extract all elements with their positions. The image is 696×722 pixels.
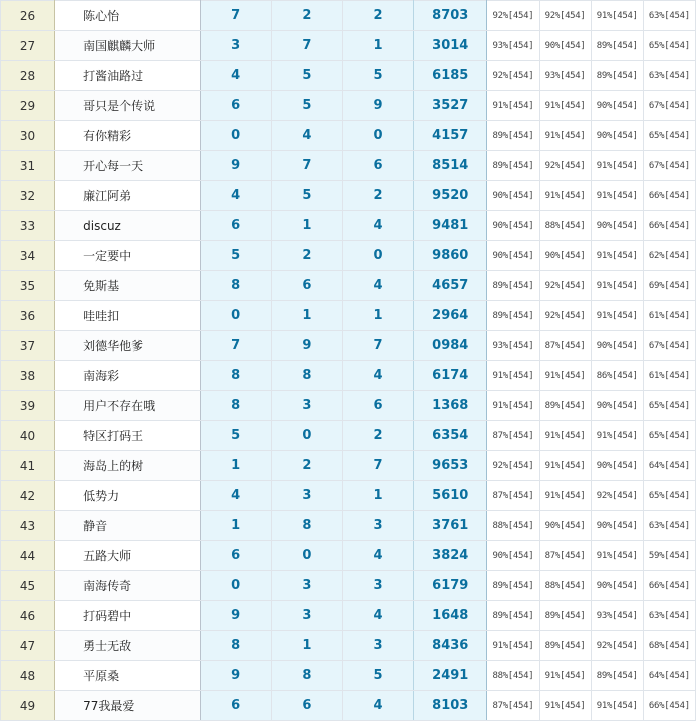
rank-cell: 43 bbox=[1, 511, 55, 541]
rank-cell: 31 bbox=[1, 151, 55, 181]
rank-cell: 48 bbox=[1, 661, 55, 691]
rate-1-cell: 92%[454] bbox=[487, 1, 539, 31]
combined-number-cell: 1648 bbox=[414, 601, 487, 631]
number-3-cell: 0 bbox=[342, 241, 413, 271]
rate-2-cell: 91%[454] bbox=[539, 691, 591, 721]
table-row bbox=[1, 361, 696, 391]
number-1-cell: 4 bbox=[200, 61, 271, 91]
rate-4-cell: 66%[454] bbox=[643, 691, 695, 721]
combined-number-cell: 9653 bbox=[414, 451, 487, 481]
number-1-cell: 7 bbox=[200, 331, 271, 361]
table-row bbox=[1, 691, 696, 721]
rate-2-cell: 91%[454] bbox=[539, 181, 591, 211]
number-3-cell: 1 bbox=[342, 481, 413, 511]
rank-cell: 29 bbox=[1, 91, 55, 121]
number-3-cell: 7 bbox=[342, 451, 413, 481]
number-3-cell: 4 bbox=[342, 601, 413, 631]
rank-cell: 49 bbox=[1, 691, 55, 721]
table-row bbox=[1, 121, 696, 151]
rate-2-cell: 88%[454] bbox=[539, 571, 591, 601]
rank-cell: 47 bbox=[1, 631, 55, 661]
table-row bbox=[1, 301, 696, 331]
rank-cell: 30 bbox=[1, 121, 55, 151]
rate-4-cell: 63%[454] bbox=[643, 511, 695, 541]
username-cell: 哇哇扣 bbox=[55, 301, 200, 331]
number-3-cell: 3 bbox=[342, 631, 413, 661]
number-1-cell: 7 bbox=[200, 1, 271, 31]
combined-number-cell: 8436 bbox=[414, 631, 487, 661]
rate-3-cell: 91%[454] bbox=[591, 241, 643, 271]
rate-4-cell: 65%[454] bbox=[643, 391, 695, 421]
rate-3-cell: 89%[454] bbox=[591, 31, 643, 61]
combined-number-cell: 8703 bbox=[414, 1, 487, 31]
rate-4-cell: 63%[454] bbox=[643, 601, 695, 631]
number-2-cell: 7 bbox=[271, 31, 342, 61]
rate-3-cell: 89%[454] bbox=[591, 61, 643, 91]
number-2-cell: 5 bbox=[271, 91, 342, 121]
rate-2-cell: 92%[454] bbox=[539, 301, 591, 331]
rate-2-cell: 87%[454] bbox=[539, 331, 591, 361]
number-2-cell: 1 bbox=[271, 211, 342, 241]
rate-3-cell: 91%[454] bbox=[591, 691, 643, 721]
number-3-cell: 9 bbox=[342, 91, 413, 121]
number-1-cell: 4 bbox=[200, 481, 271, 511]
username-cell: discuz bbox=[55, 211, 200, 241]
rate-4-cell: 65%[454] bbox=[643, 481, 695, 511]
table-row bbox=[1, 511, 696, 541]
number-2-cell: 2 bbox=[271, 1, 342, 31]
table-row bbox=[1, 571, 696, 601]
number-2-cell: 3 bbox=[271, 571, 342, 601]
rank-cell: 44 bbox=[1, 541, 55, 571]
number-3-cell: 2 bbox=[342, 181, 413, 211]
number-2-cell: 1 bbox=[271, 631, 342, 661]
rate-3-cell: 90%[454] bbox=[591, 571, 643, 601]
rank-cell: 38 bbox=[1, 361, 55, 391]
rate-1-cell: 91%[454] bbox=[487, 391, 539, 421]
rate-1-cell: 91%[454] bbox=[487, 631, 539, 661]
number-2-cell: 2 bbox=[271, 451, 342, 481]
number-1-cell: 8 bbox=[200, 271, 271, 301]
number-2-cell: 6 bbox=[271, 691, 342, 721]
rate-3-cell: 90%[454] bbox=[591, 391, 643, 421]
number-1-cell: 8 bbox=[200, 391, 271, 421]
username-cell: 特区打码王 bbox=[55, 421, 200, 451]
rate-3-cell: 92%[454] bbox=[591, 481, 643, 511]
username-cell: 一定要中 bbox=[55, 241, 200, 271]
username-cell: 开心每一天 bbox=[55, 151, 200, 181]
rate-1-cell: 89%[454] bbox=[487, 151, 539, 181]
table-row bbox=[1, 271, 696, 301]
table-row bbox=[1, 331, 696, 361]
rate-3-cell: 90%[454] bbox=[591, 121, 643, 151]
rate-1-cell: 91%[454] bbox=[487, 361, 539, 391]
rate-1-cell: 89%[454] bbox=[487, 601, 539, 631]
rate-4-cell: 68%[454] bbox=[643, 631, 695, 661]
number-3-cell: 4 bbox=[342, 541, 413, 571]
rate-4-cell: 63%[454] bbox=[643, 1, 695, 31]
number-2-cell: 0 bbox=[271, 421, 342, 451]
number-2-cell: 7 bbox=[271, 151, 342, 181]
rate-3-cell: 92%[454] bbox=[591, 631, 643, 661]
username-cell: 打酱油路过 bbox=[55, 61, 200, 91]
rate-3-cell: 91%[454] bbox=[591, 541, 643, 571]
rate-3-cell: 86%[454] bbox=[591, 361, 643, 391]
rate-4-cell: 65%[454] bbox=[643, 31, 695, 61]
rank-cell: 27 bbox=[1, 31, 55, 61]
number-2-cell: 0 bbox=[271, 541, 342, 571]
username-cell: 五路大师 bbox=[55, 541, 200, 571]
number-3-cell: 4 bbox=[342, 271, 413, 301]
rate-1-cell: 89%[454] bbox=[487, 121, 539, 151]
number-1-cell: 1 bbox=[200, 511, 271, 541]
rate-1-cell: 87%[454] bbox=[487, 421, 539, 451]
combined-number-cell: 2491 bbox=[414, 661, 487, 691]
combined-number-cell: 4157 bbox=[414, 121, 487, 151]
number-3-cell: 2 bbox=[342, 421, 413, 451]
table-row bbox=[1, 1, 696, 31]
number-3-cell: 3 bbox=[342, 571, 413, 601]
table-row bbox=[1, 91, 696, 121]
combined-number-cell: 3014 bbox=[414, 31, 487, 61]
username-cell: 有你精彩 bbox=[55, 121, 200, 151]
rate-2-cell: 91%[454] bbox=[539, 121, 591, 151]
rate-2-cell: 91%[454] bbox=[539, 451, 591, 481]
table-row bbox=[1, 181, 696, 211]
username-cell: 陈心怡 bbox=[55, 1, 200, 31]
rank-cell: 46 bbox=[1, 601, 55, 631]
rate-1-cell: 87%[454] bbox=[487, 691, 539, 721]
rank-cell: 45 bbox=[1, 571, 55, 601]
rate-2-cell: 89%[454] bbox=[539, 601, 591, 631]
table-row bbox=[1, 631, 696, 661]
rate-1-cell: 90%[454] bbox=[487, 181, 539, 211]
rate-1-cell: 89%[454] bbox=[487, 271, 539, 301]
rate-3-cell: 91%[454] bbox=[591, 271, 643, 301]
combined-number-cell: 6185 bbox=[414, 61, 487, 91]
number-3-cell: 2 bbox=[342, 1, 413, 31]
number-1-cell: 1 bbox=[200, 451, 271, 481]
rate-1-cell: 90%[454] bbox=[487, 541, 539, 571]
number-2-cell: 6 bbox=[271, 271, 342, 301]
number-3-cell: 7 bbox=[342, 331, 413, 361]
number-2-cell: 3 bbox=[271, 391, 342, 421]
rate-3-cell: 91%[454] bbox=[591, 151, 643, 181]
rate-2-cell: 88%[454] bbox=[539, 211, 591, 241]
rate-2-cell: 89%[454] bbox=[539, 631, 591, 661]
number-1-cell: 0 bbox=[200, 571, 271, 601]
rate-1-cell: 93%[454] bbox=[487, 31, 539, 61]
username-cell: 77我最爱 bbox=[55, 691, 200, 721]
combined-number-cell: 3761 bbox=[414, 511, 487, 541]
number-1-cell: 6 bbox=[200, 691, 271, 721]
rate-4-cell: 62%[454] bbox=[643, 241, 695, 271]
combined-number-cell: 9481 bbox=[414, 211, 487, 241]
number-3-cell: 1 bbox=[342, 31, 413, 61]
rate-1-cell: 87%[454] bbox=[487, 481, 539, 511]
combined-number-cell: 0984 bbox=[414, 331, 487, 361]
rank-cell: 41 bbox=[1, 451, 55, 481]
combined-number-cell: 3824 bbox=[414, 541, 487, 571]
rate-4-cell: 69%[454] bbox=[643, 271, 695, 301]
combined-number-cell: 1368 bbox=[414, 391, 487, 421]
rate-3-cell: 90%[454] bbox=[591, 511, 643, 541]
combined-number-cell: 6354 bbox=[414, 421, 487, 451]
rate-1-cell: 88%[454] bbox=[487, 661, 539, 691]
username-cell: 低势力 bbox=[55, 481, 200, 511]
number-2-cell: 4 bbox=[271, 121, 342, 151]
number-2-cell: 3 bbox=[271, 601, 342, 631]
rate-3-cell: 89%[454] bbox=[591, 661, 643, 691]
rank-cell: 36 bbox=[1, 301, 55, 331]
number-3-cell: 5 bbox=[342, 661, 413, 691]
number-1-cell: 6 bbox=[200, 541, 271, 571]
rate-4-cell: 61%[454] bbox=[643, 361, 695, 391]
rate-3-cell: 90%[454] bbox=[591, 211, 643, 241]
number-3-cell: 4 bbox=[342, 691, 413, 721]
rate-4-cell: 65%[454] bbox=[643, 421, 695, 451]
username-cell: 免斯基 bbox=[55, 271, 200, 301]
combined-number-cell: 2964 bbox=[414, 301, 487, 331]
rate-2-cell: 91%[454] bbox=[539, 481, 591, 511]
rank-cell: 39 bbox=[1, 391, 55, 421]
rank-cell: 42 bbox=[1, 481, 55, 511]
combined-number-cell: 9520 bbox=[414, 181, 487, 211]
rank-cell: 37 bbox=[1, 331, 55, 361]
username-cell: 廉江阿弟 bbox=[55, 181, 200, 211]
number-1-cell: 5 bbox=[200, 241, 271, 271]
rate-4-cell: 66%[454] bbox=[643, 571, 695, 601]
rate-4-cell: 64%[454] bbox=[643, 451, 695, 481]
ranking-table-body bbox=[1, 1, 696, 721]
rate-2-cell: 93%[454] bbox=[539, 61, 591, 91]
number-1-cell: 4 bbox=[200, 181, 271, 211]
number-1-cell: 6 bbox=[200, 211, 271, 241]
rate-1-cell: 90%[454] bbox=[487, 241, 539, 271]
number-1-cell: 5 bbox=[200, 421, 271, 451]
rate-2-cell: 92%[454] bbox=[539, 271, 591, 301]
rate-3-cell: 90%[454] bbox=[591, 331, 643, 361]
rate-3-cell: 91%[454] bbox=[591, 181, 643, 211]
number-1-cell: 9 bbox=[200, 151, 271, 181]
rate-1-cell: 93%[454] bbox=[487, 331, 539, 361]
rank-cell: 34 bbox=[1, 241, 55, 271]
number-2-cell: 8 bbox=[271, 361, 342, 391]
rate-4-cell: 63%[454] bbox=[643, 61, 695, 91]
number-1-cell: 9 bbox=[200, 661, 271, 691]
rate-2-cell: 90%[454] bbox=[539, 241, 591, 271]
number-1-cell: 8 bbox=[200, 631, 271, 661]
table-row bbox=[1, 601, 696, 631]
rate-2-cell: 91%[454] bbox=[539, 421, 591, 451]
table-row bbox=[1, 391, 696, 421]
rank-cell: 35 bbox=[1, 271, 55, 301]
number-3-cell: 6 bbox=[342, 391, 413, 421]
username-cell: 南国麒麟大师 bbox=[55, 31, 200, 61]
username-cell: 刘德华他爹 bbox=[55, 331, 200, 361]
rate-1-cell: 89%[454] bbox=[487, 301, 539, 331]
rate-2-cell: 89%[454] bbox=[539, 391, 591, 421]
rate-1-cell: 92%[454] bbox=[487, 61, 539, 91]
table-row bbox=[1, 151, 696, 181]
rank-cell: 33 bbox=[1, 211, 55, 241]
username-cell: 南海彩 bbox=[55, 361, 200, 391]
table-row bbox=[1, 661, 696, 691]
number-1-cell: 3 bbox=[200, 31, 271, 61]
number-3-cell: 0 bbox=[342, 121, 413, 151]
rate-4-cell: 65%[454] bbox=[643, 121, 695, 151]
number-2-cell: 5 bbox=[271, 181, 342, 211]
rank-cell: 28 bbox=[1, 61, 55, 91]
rate-2-cell: 92%[454] bbox=[539, 151, 591, 181]
rate-4-cell: 67%[454] bbox=[643, 151, 695, 181]
rate-1-cell: 88%[454] bbox=[487, 511, 539, 541]
table-row bbox=[1, 211, 696, 241]
rate-4-cell: 67%[454] bbox=[643, 91, 695, 121]
number-3-cell: 4 bbox=[342, 211, 413, 241]
number-2-cell: 9 bbox=[271, 331, 342, 361]
rate-4-cell: 59%[454] bbox=[643, 541, 695, 571]
rank-cell: 32 bbox=[1, 181, 55, 211]
number-3-cell: 1 bbox=[342, 301, 413, 331]
rate-2-cell: 90%[454] bbox=[539, 511, 591, 541]
number-2-cell: 1 bbox=[271, 301, 342, 331]
number-1-cell: 8 bbox=[200, 361, 271, 391]
rate-1-cell: 92%[454] bbox=[487, 451, 539, 481]
username-cell: 打码碧中 bbox=[55, 601, 200, 631]
combined-number-cell: 4657 bbox=[414, 271, 487, 301]
table-row bbox=[1, 481, 696, 511]
table-row bbox=[1, 451, 696, 481]
rate-2-cell: 90%[454] bbox=[539, 31, 591, 61]
rate-2-cell: 91%[454] bbox=[539, 91, 591, 121]
username-cell: 用户不存在哦 bbox=[55, 391, 200, 421]
username-cell: 静音 bbox=[55, 511, 200, 541]
number-2-cell: 3 bbox=[271, 481, 342, 511]
rate-4-cell: 66%[454] bbox=[643, 211, 695, 241]
rate-1-cell: 89%[454] bbox=[487, 571, 539, 601]
rate-2-cell: 92%[454] bbox=[539, 1, 591, 31]
number-2-cell: 8 bbox=[271, 511, 342, 541]
rate-3-cell: 91%[454] bbox=[591, 301, 643, 331]
rank-cell: 26 bbox=[1, 1, 55, 31]
username-cell: 哥只是个传说 bbox=[55, 91, 200, 121]
table-row bbox=[1, 31, 696, 61]
rate-2-cell: 91%[454] bbox=[539, 661, 591, 691]
combined-number-cell: 6174 bbox=[414, 361, 487, 391]
rate-4-cell: 67%[454] bbox=[643, 331, 695, 361]
rate-2-cell: 91%[454] bbox=[539, 361, 591, 391]
username-cell: 勇士无敌 bbox=[55, 631, 200, 661]
combined-number-cell: 8103 bbox=[414, 691, 487, 721]
number-1-cell: 0 bbox=[200, 121, 271, 151]
rate-1-cell: 90%[454] bbox=[487, 211, 539, 241]
combined-number-cell: 8514 bbox=[414, 151, 487, 181]
rate-3-cell: 91%[454] bbox=[591, 421, 643, 451]
table-row bbox=[1, 61, 696, 91]
rate-3-cell: 90%[454] bbox=[591, 91, 643, 121]
rate-3-cell: 91%[454] bbox=[591, 1, 643, 31]
rate-2-cell: 87%[454] bbox=[539, 541, 591, 571]
table-row bbox=[1, 541, 696, 571]
rate-3-cell: 90%[454] bbox=[591, 451, 643, 481]
rate-4-cell: 61%[454] bbox=[643, 301, 695, 331]
rate-4-cell: 64%[454] bbox=[643, 661, 695, 691]
username-cell: 南海传奇 bbox=[55, 571, 200, 601]
username-cell: 海岛上的树 bbox=[55, 451, 200, 481]
combined-number-cell: 3527 bbox=[414, 91, 487, 121]
number-2-cell: 5 bbox=[271, 61, 342, 91]
rank-cell: 40 bbox=[1, 421, 55, 451]
number-3-cell: 6 bbox=[342, 151, 413, 181]
combined-number-cell: 6179 bbox=[414, 571, 487, 601]
rate-4-cell: 66%[454] bbox=[643, 181, 695, 211]
username-cell: 平原桑 bbox=[55, 661, 200, 691]
rate-3-cell: 93%[454] bbox=[591, 601, 643, 631]
number-1-cell: 9 bbox=[200, 601, 271, 631]
number-1-cell: 0 bbox=[200, 301, 271, 331]
table-row bbox=[1, 241, 696, 271]
number-2-cell: 2 bbox=[271, 241, 342, 271]
rate-1-cell: 91%[454] bbox=[487, 91, 539, 121]
combined-number-cell: 9860 bbox=[414, 241, 487, 271]
number-2-cell: 8 bbox=[271, 661, 342, 691]
number-1-cell: 6 bbox=[200, 91, 271, 121]
number-3-cell: 3 bbox=[342, 511, 413, 541]
combined-number-cell: 5610 bbox=[414, 481, 487, 511]
number-3-cell: 4 bbox=[342, 361, 413, 391]
table-row bbox=[1, 421, 696, 451]
number-3-cell: 5 bbox=[342, 61, 413, 91]
